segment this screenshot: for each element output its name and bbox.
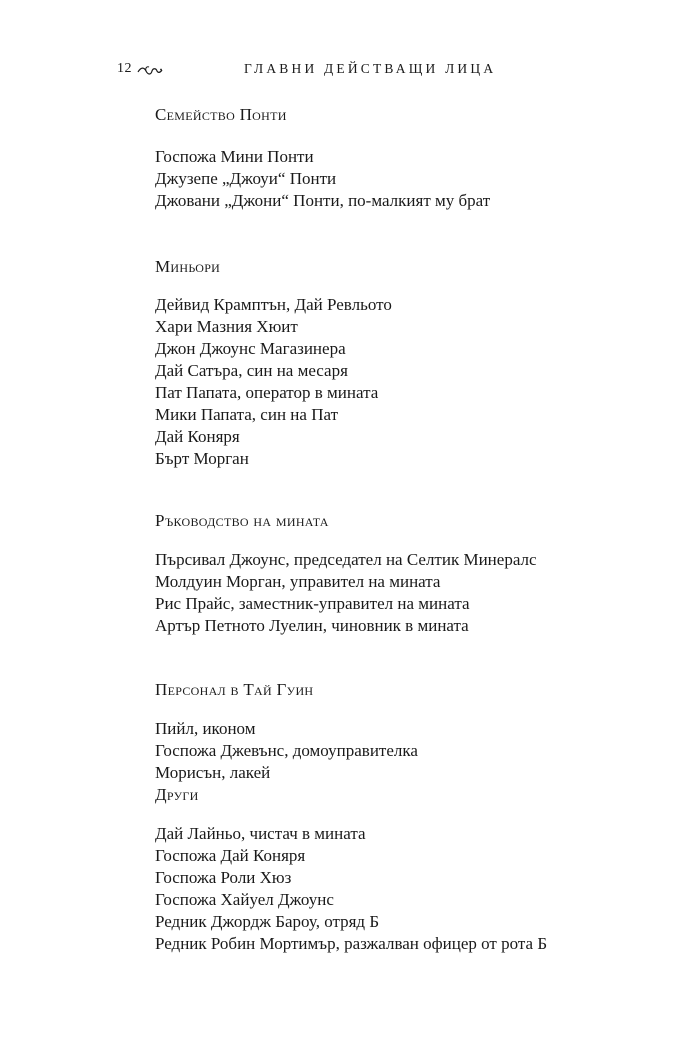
running-title: ГЛАВНИ ДЕЙСТВАЩИ ЛИЦА bbox=[244, 61, 497, 76]
page-number: 12 bbox=[117, 61, 132, 76]
list-item: Госпожа Дай Коняря bbox=[155, 846, 306, 865]
list-item: Дай Лайньо, чистач в мината bbox=[155, 824, 366, 843]
list-item: Джон Джоунс Магазинера bbox=[155, 339, 346, 358]
list-item: Артър Петното Луелин, чиновник в мината bbox=[155, 616, 469, 635]
section-heading: Други bbox=[155, 785, 199, 804]
list-item: Хари Мазния Хюит bbox=[155, 317, 298, 336]
section-heading: Персонал в Тай Гуин bbox=[155, 680, 314, 699]
list-item: Госпожа Джевънс, домоуправителка bbox=[155, 741, 418, 760]
list-item: Дай Коняря bbox=[155, 427, 240, 446]
list-item: Пат Папата, оператор в мината bbox=[155, 383, 379, 402]
list-item: Госпожа Роли Хюз bbox=[155, 868, 292, 887]
list-item: Дай Сатъра, син на месаря bbox=[155, 361, 348, 380]
list-item: Госпожа Хайуел Джоунс bbox=[155, 890, 334, 909]
list-item: Молдуин Морган, управител на мината bbox=[155, 572, 441, 591]
running-header bbox=[0, 60, 700, 82]
list-item: Госпожа Мини Понти bbox=[155, 147, 314, 166]
list-item: Рис Прайс, заместник-управител на мината bbox=[155, 594, 470, 613]
list-item: Джовани „Джони“ Понти, по-малкият му брат bbox=[155, 191, 491, 210]
flourish-icon bbox=[137, 64, 163, 78]
list-item: Джузепе „Джоуи“ Понти bbox=[155, 169, 337, 188]
list-item: Мики Папата, син на Пат bbox=[155, 405, 338, 424]
list-item: Редник Робин Мортимър, разжалван офицер от рота Б bbox=[155, 934, 548, 953]
list-item: Пърсивал Джоунс, председател на Селтик Минералс bbox=[155, 550, 537, 569]
section-heading: Ръководство на мината bbox=[155, 511, 329, 530]
list-item: Бърт Морган bbox=[155, 449, 249, 468]
list-item: Пийл, иконом bbox=[155, 719, 256, 738]
list-item: Дейвид Крамптън, Дай Ревльото bbox=[155, 295, 392, 314]
list-item: Морисън, лакей bbox=[155, 763, 271, 782]
section-heading: Семейство Понти bbox=[155, 105, 287, 124]
list-item: Редник Джордж Бароу, отряд Б bbox=[155, 912, 380, 931]
section-heading: Миньори bbox=[155, 257, 221, 276]
